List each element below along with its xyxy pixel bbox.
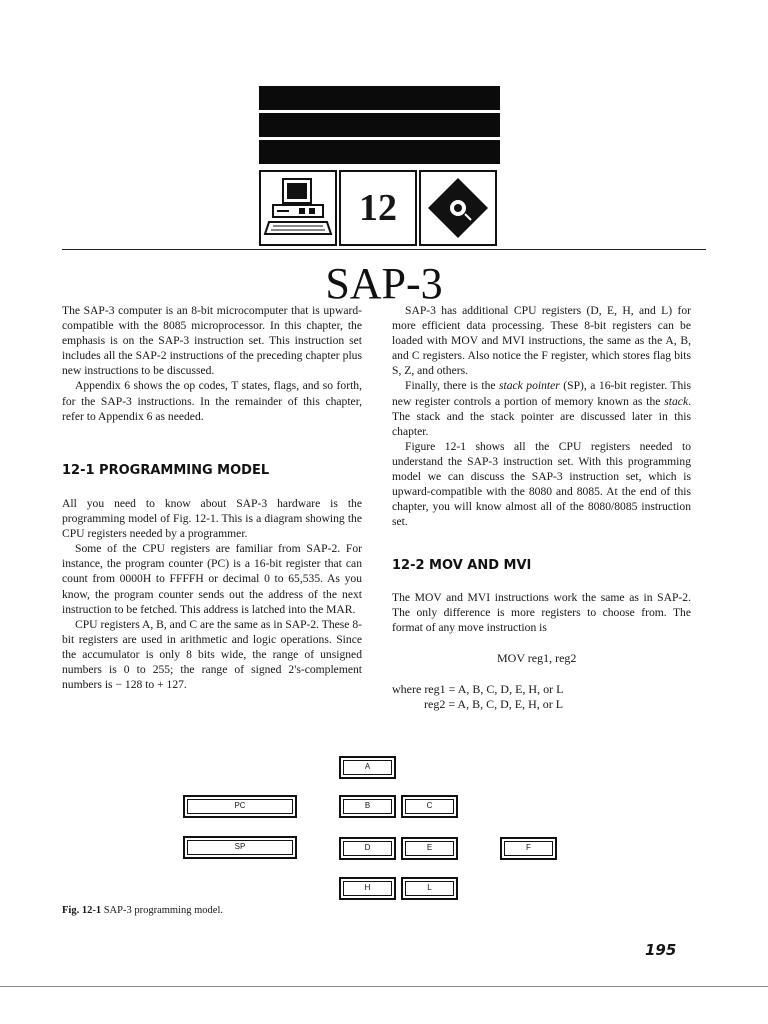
section-12-2-body: [392, 590, 691, 635]
section-heading-12-2: 12-2 MOV AND MVI: [392, 558, 532, 573]
chapter-number: 12: [359, 187, 397, 229]
right-paragraph-3: Figure 12-1 shows all the CPU registers needed to understand the SAP-3 instruction set. With this programming model we can discuss the SAP-3 instruction set, which is upward-compatible with the 8080 and 8085. At the end of this chapter, you will know almost all of the 8080/8085 instruction set.: [392, 439, 691, 529]
figure-caption-label: Fig. 12-1: [62, 905, 102, 916]
section-heading-12-1: 12-1 PROGRAMMING MODEL: [62, 463, 270, 478]
register-f: F: [500, 837, 557, 860]
left-column: [62, 303, 362, 424]
section-12-1-paragraph-3: CPU registers A, B, and C are the same as in SAP-2. These 8-bit registers are used in arithmetic and logic operations. Since the accumulator is only 8 bits wide, the range of unsigned numbers is 0 to 255; the range of signed 2's-complement numbers is − 128 to + 127.: [62, 617, 363, 692]
computer-icon: [261, 172, 335, 244]
chapter-number-box: [339, 170, 417, 246]
register-sp: SP: [183, 836, 297, 859]
computer-icon-box: [259, 170, 337, 246]
section-12-1-paragraph-1: All you need to know about SAP-3 hardware is the programming model of Fig. 12-1. This is a diagram showing the CPU registers needed by a programmer.: [62, 497, 362, 541]
right-paragraph-2: Finally, there is the stack pointer (SP), a 16-bit register. This new register controls a portion of memory known as the stack. The stack and the stack pointer are discussed later in this chapter.: [392, 379, 691, 438]
header-bar-1: [259, 86, 500, 110]
header-rule: [62, 249, 706, 250]
register-l: L: [401, 877, 458, 900]
register-e: E: [401, 837, 458, 860]
section-12-2-paragraph-1: The MOV and MVI instructions work the same as in SAP-2. The only difference is more registers to choose from. The format of any move instruction is: [392, 591, 691, 635]
intro-paragraph-2: Appendix 6 shows the op codes, T states, flags, and so forth, for the SAP-3 instructions. In the remainder of this chapter, refer to Appendix 6 as needed.: [62, 379, 362, 423]
chapter-title: SAP-3: [325, 259, 443, 308]
where-reg1-line: where reg1 = A, B, C, D, E, H, or L: [392, 682, 564, 696]
header-bar-2: [259, 113, 500, 137]
register-pc: PC: [183, 795, 297, 818]
section-12-1-paragraph-2: Some of the CPU registers are familiar from SAP-2. For instance, the program counter (PC) is a 16-bit register that can count from 0000H to FFFFH or decimal 0 to 65,535. As you know, the program counter sends out the address of the next instruction to be fetched. This address is latched into the MAR.: [62, 542, 362, 616]
page-number: 195: [645, 941, 677, 959]
where-reg2-line: reg2 = A, B, C, D, E, H, or L: [424, 697, 564, 711]
register-d: D: [339, 837, 396, 860]
figure-caption: [62, 905, 223, 916]
diamond-icon-box: [419, 170, 497, 246]
scan-edge-line: [0, 986, 768, 987]
register-h: H: [339, 877, 396, 900]
section-12-1-body: [62, 496, 362, 692]
register-c: C: [401, 795, 458, 818]
figure-caption-text: SAP-3 programming model.: [103, 905, 223, 916]
intro-paragraph-1: The SAP-3 computer is an 8-bit microcomputer that is upward-compatible with the 8085 microprocessor. In this chapter, the emphasis is on the SAP-3 instruction set. This instruction set includes all the SAP-2 instructions of the preceding chapter plus new instructions to be discussed.: [62, 304, 362, 378]
register-b: B: [339, 795, 396, 818]
register-a: A: [339, 756, 396, 779]
header-bar-3: [259, 140, 500, 164]
right-column: [392, 303, 691, 529]
diamond-disk-icon: [421, 172, 495, 244]
right-paragraph-1: SAP-3 has additional CPU registers (D, E, H, and L) for more efficient data processing. These 8-bit registers can be loaded with MOV and MVI instructions, the same as the A, B, and C registers. Also notice the F register, which stores flag bits S, Z, and others.: [392, 304, 691, 378]
mov-format-line: MOV reg1, reg2: [497, 651, 577, 665]
